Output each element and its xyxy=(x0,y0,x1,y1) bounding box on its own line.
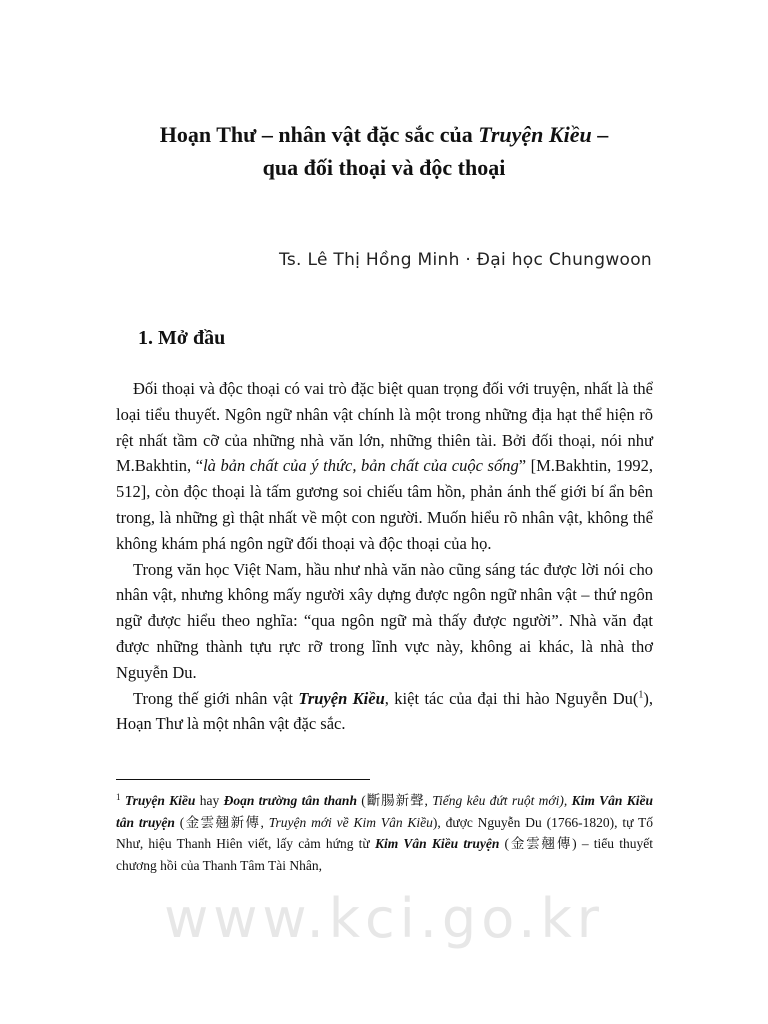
author-affiliation: Ts. Lê Thị Hồng Minh · Đại học Chungwoon xyxy=(279,250,652,270)
watermark: www.kci.go.kr xyxy=(164,887,604,950)
title-line-2: qua đối thoại và độc thoại xyxy=(262,155,506,180)
title-line-1: Hoạn Thư – nhân vật đặc sắc của Truyện Kiều – xyxy=(159,122,609,147)
footnote-reference[interactable]: 1 xyxy=(638,689,644,701)
footnote-marker: 1 xyxy=(116,792,121,802)
paper-title xyxy=(0,118,768,184)
paragraph-1: Đối thoại và độc thoại có vai trò đặc biệt quan trọng đối với truyện, nhất là thể loại tiểu thuyết. Ngôn ngữ nhân vật chính là một trong những địa hạt thể hiện rõ rệt nhất tầm cỡ của những nhà văn lớn, những thiên tài. Bởi đối thoại, nói như M.Bakhtin, “là bản chất của ý thức, bản chất của cuộc sống” [M.Bakhtin, 1992, 512], còn độc thoại là tấm gương soi chiếu tâm hồn, phản ánh thế giới bí ẩn bên trong, là những gì thật nhất về một con người. Muốn hiểu rõ nhân vật, không thể không khám phá ngôn ngữ đối thoại và độc thoại của họ. xyxy=(116,379,653,553)
body-text xyxy=(116,376,653,737)
paragraph-3: Trong thế giới nhân vật Truyện Kiều, kiệt tác của đại thi hào Nguyễn Du($^1$), Hoạn Thư là một nhân vật đặc sắc. xyxy=(116,688,654,734)
footnote-divider xyxy=(116,779,370,780)
footnote: $^1$ Truyện Kiều hay Đoạn trường tân thanh (斷腸新聲, Tiếng kêu đứt ruột mới), Kim Vân Kiều tân truyện (金雲翹新傳, Truyện mới về Kim Vân Kiều), được Nguyễn Du (1766-1820), tự Tố Như, hiệu Thanh Hiên viết, lấy cảm hứng từ Kim Vân Kiều truyện (金雲翹傳) – tiểu thuyết chương hồi của Thanh Tâm Tài Nhân, xyxy=(116,792,654,873)
section-heading: 1. Mở đầu xyxy=(138,327,226,349)
paragraph-2: Trong văn học Việt Nam, hầu như nhà văn nào cũng sáng tác được lời nói cho nhân vật, nhưng không mấy người xây dựng được ngôn ngữ nhân vật – thứ ngôn ngữ được hiểu theo nghĩa: “qua ngôn ngữ mà thấy được người”. Nhà văn đạt được những thành tựu rực rỡ trong lĩnh vực này, không ai khác, là nhà thơ Nguyễn Du. xyxy=(116,559,653,682)
